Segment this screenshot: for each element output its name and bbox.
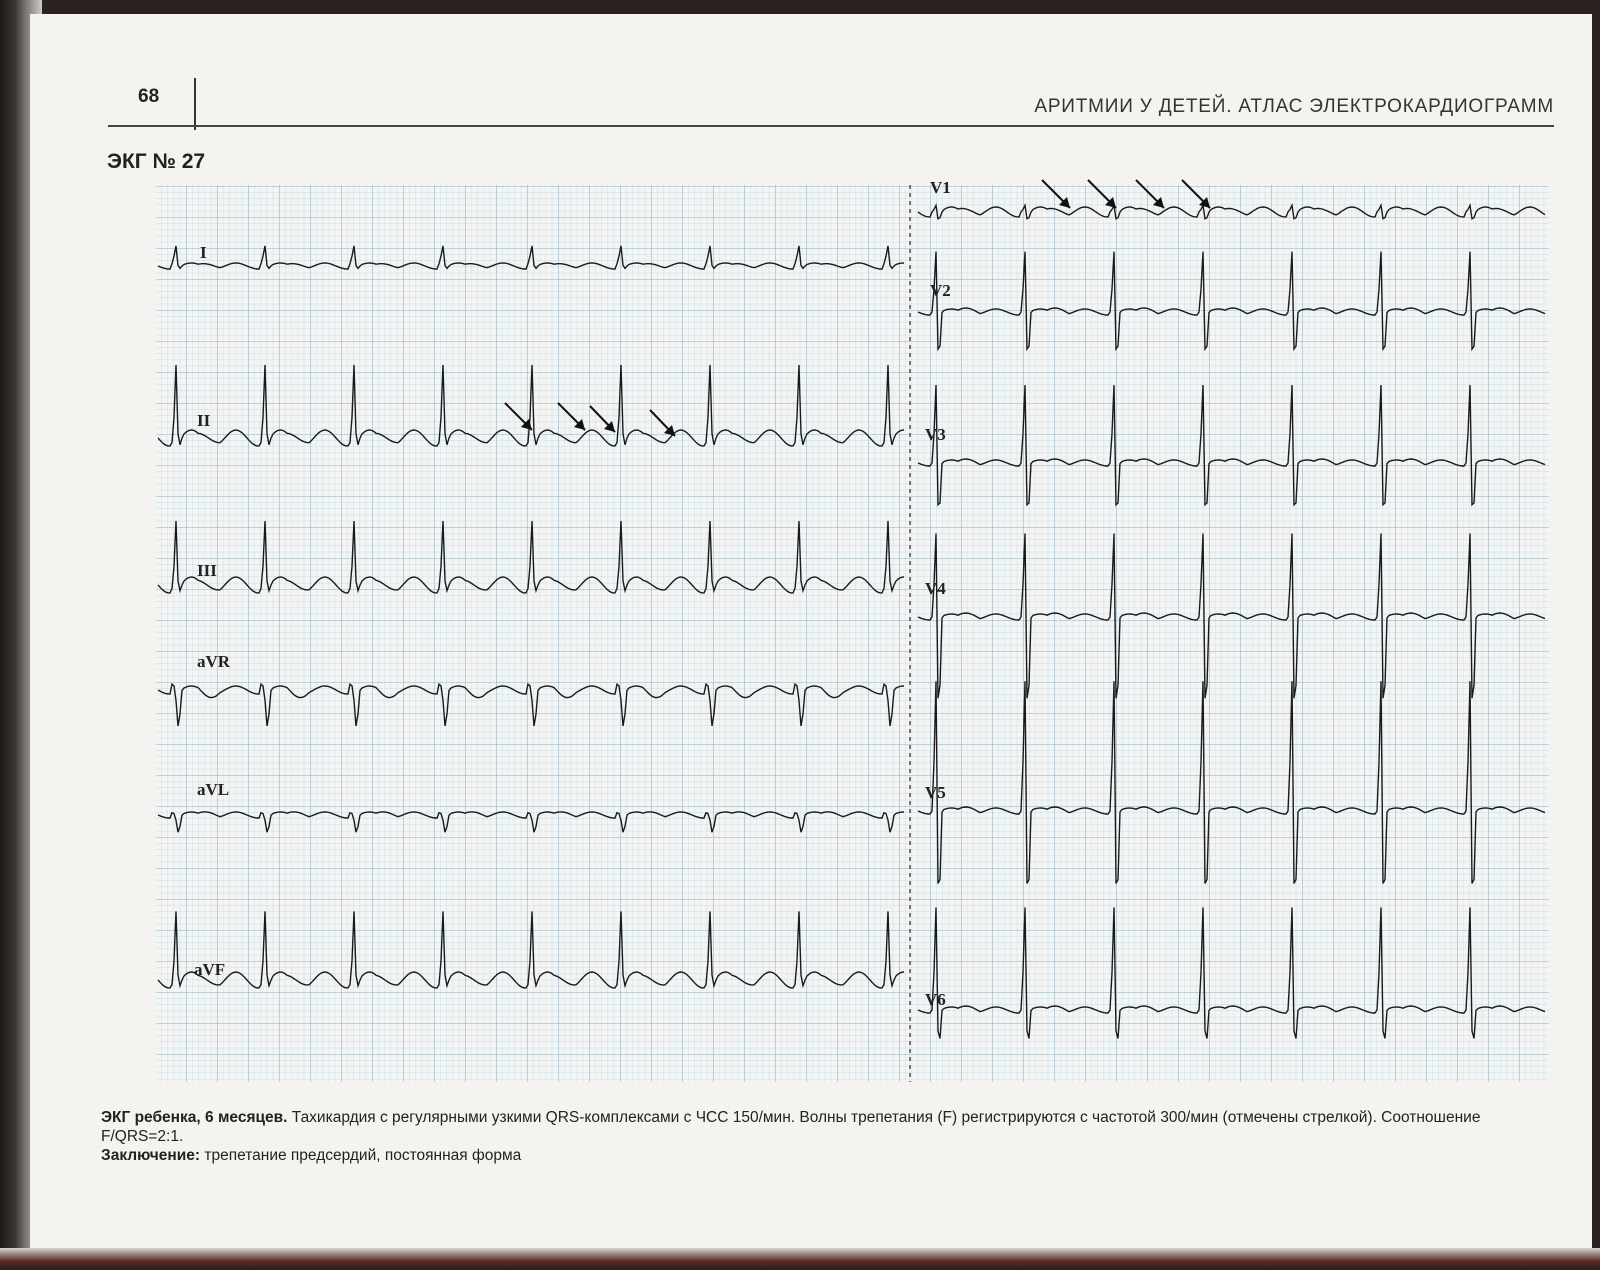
running-title: АРИТМИИ У ДЕТЕЙ. АТЛАС ЭЛЕКТРОКАРДИОГРАММ bbox=[1034, 96, 1554, 117]
lead-label-V2: V2 bbox=[930, 281, 951, 300]
lead-label-V1: V1 bbox=[930, 178, 951, 197]
lead-label-V3: V3 bbox=[925, 425, 946, 444]
lead-label-aVR: aVR bbox=[197, 652, 231, 671]
lead-label-V5: V5 bbox=[925, 783, 946, 802]
lead-label-aVL: aVL bbox=[197, 780, 230, 799]
lead-label-I: I bbox=[200, 243, 207, 262]
page-number: 68 bbox=[138, 86, 160, 107]
conclusion-label: Заключение: bbox=[101, 1147, 201, 1164]
conclusion-text: трепетание предсердий, постоянная форма bbox=[200, 1147, 522, 1164]
lead-label-V4: V4 bbox=[925, 579, 946, 598]
ecg-title: ЭКГ № 27 bbox=[107, 150, 206, 173]
lead-label-V6: V6 bbox=[925, 990, 946, 1009]
caption-lead: ЭКГ ребенка, 6 месяцев. bbox=[101, 1109, 288, 1126]
lead-label-II: II bbox=[197, 411, 211, 430]
caption-text: Тахикардия с регулярными узкими QRS-комплексами с ЧСС 150/мин. Волны трепетания (F) регистрируются с частотой 300/мин (отмечены стрелкой). Соотношение F/QRS=2:1. bbox=[101, 1109, 1481, 1145]
lead-label-III: III bbox=[197, 561, 217, 580]
lead-label-aVF: aVF bbox=[194, 960, 226, 979]
caption bbox=[101, 1108, 1551, 1165]
